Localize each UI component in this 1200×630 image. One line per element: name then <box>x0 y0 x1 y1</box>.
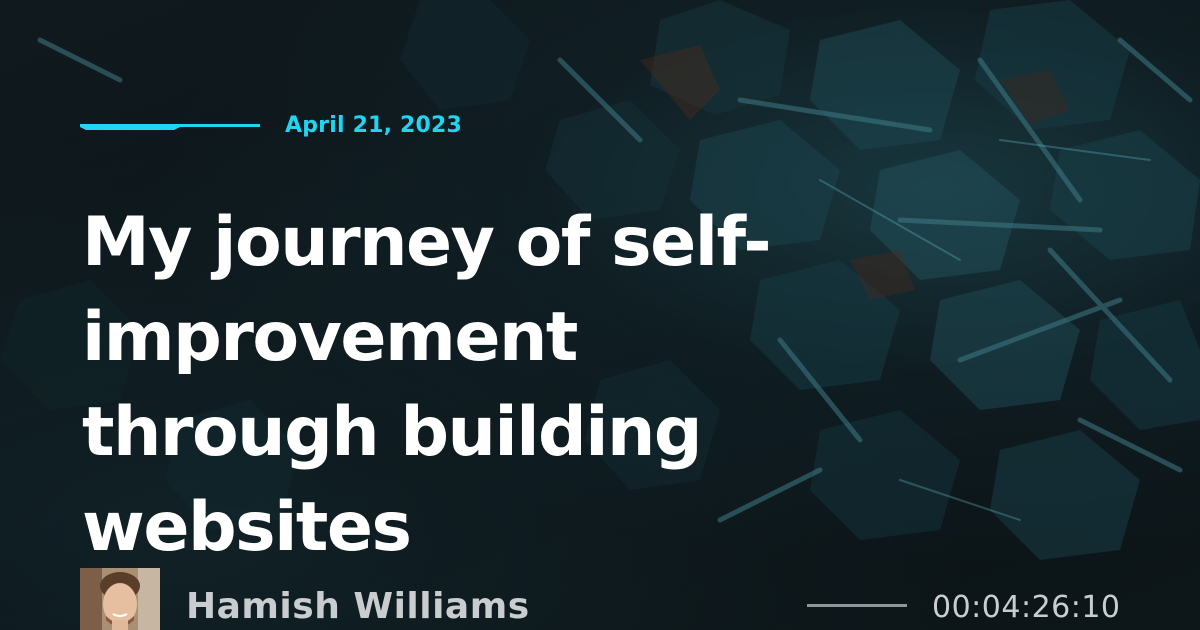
reading-time-divider <box>807 604 907 607</box>
author-name: Hamish Williams <box>186 586 530 627</box>
accent-line-icon <box>80 124 260 130</box>
post-date: April 21, 2023 <box>285 113 463 138</box>
author-avatar-image <box>80 568 160 630</box>
reading-time: 00:04:26:10 <box>932 590 1121 625</box>
post-title: My journey of self-improvement through building websites <box>82 203 771 567</box>
author-avatar <box>80 568 160 630</box>
